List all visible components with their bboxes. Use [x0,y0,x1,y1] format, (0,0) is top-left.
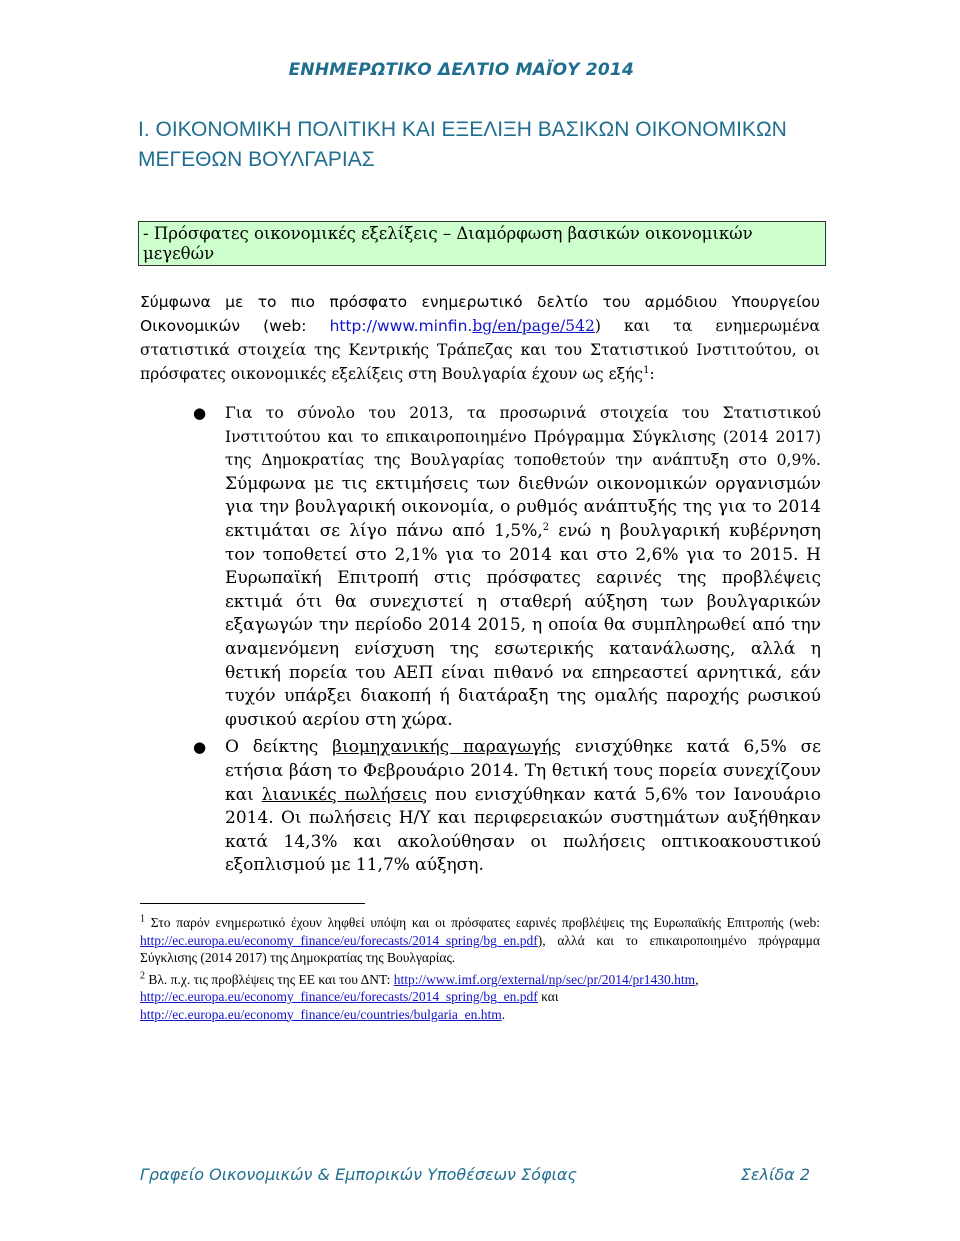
footnote-2 [140,971,820,1024]
ec-bulgaria-link[interactable]: http://ec.europa.eu/economy_finance/eu/countries/bulgaria_en.htm [140,1006,502,1022]
footnote-divider [140,903,365,904]
bullet-icon: ● [193,738,207,757]
bullet2-term-retail: λιανικές πωλήσεις [261,784,428,805]
bullet-icon: ● [193,404,207,422]
footnote-ref-2[interactable]: 2 [542,521,550,533]
footnote-1 [140,914,820,967]
list-item [193,736,821,878]
bullet1-text-1: Για το σύνολο του 2013, τα προσωρινά στοιχεία του Στατιστικού Ινστιτούτου και το επικαιροποιημένο Πρόγραμμα Σύγκλισης (2014 2017) της Δημοκρατίας της Βουλγαρίας τοποθετούν την ανάπτυξη στο 0,9%. [225,404,821,470]
imf-link[interactable]: http://www.imf.org/external/np/sec/pr/2014/pr1430.htm [393,971,696,987]
bullet2-text-1: Ο δείκτης [225,737,333,758]
footnote-1-text-2: ), αλλά και το επικαιροποιημένο πρόγραμμα Σύγκλισης (2014 2017) της Δημοκρατίας της Βουλγαρίας. [140,932,820,965]
footnote-2-number: 2 [140,970,145,981]
subsection-title: - Πρόσφατες οικονομικές εξελίξεις – Διαμόρφωση βασικών οικονομικών μεγεθών [143,224,753,263]
bullet1-text-2: Σύμφωνα με τις εκτιμήσεις των διεθνών οικονομικών οργανισμών για την βουλγαρική οικονομία, ο ρυθμός ανάπτυξής της για το 2014 εκτιμάται σε λίγο πάνω από 1,5%, [225,473,821,541]
bullet2-text-3: που ενισχύθηκαν κατά 5,6% τον Ιανουάριο 2014. Οι πωλήσεις Η/Υ και περιφερειακών συστημάτων αυξήθηκαν κατά 14,3% και ακολούθησαν οι πωλήσεις οπτικοακουστικού εξοπλισμού με 11,7% αύξηση. [225,784,821,876]
bullet-list [193,402,821,878]
section-heading: Ι. ΟΙΚΟΝΟΜΙΚΗ ΠΟΛΙΤΙΚΗ ΚΑΙ ΕΞΕΛΙΞΗ ΒΑΣΙΚΩΝ ΟΙΚΟΝΟΜΙΚΩΝ ΜΕΓΕΘΩΝ ΒΟΥΛΓΑΡΙΑΣ [138,118,787,171]
minfin-link-a[interactable]: http://www.minfin. [329,317,473,335]
ec-forecast-link-2[interactable]: http://ec.europa.eu/economy_finance/eu/forecasts/2014_spring/bg_en.pdf [140,989,538,1004]
bullet1-text-3: ενώ η βουλγαρική κυβέρνηση τον τοποθετεί στο 2,1% για το 2014 και στο 2,6% για το 2015. Η Ευρωπαϊκή Επιτροπή στις πρόσφατες εαρινές της προβλέψεις εκτιμά ότι θα συνεχιστεί η σταθερή αύξηση των βουλγαρικών εξαγωγών την περίοδο 2014 2015, η οποία θα συμπληρωθεί από την αναμενόμενη ενίσχυση της εσωτερικής κατανάλωσης, αλλά η θετική πορεία του ΑΕΠ είναι πιθανό να επηρεαστεί αρνητικά, εάν τυχόν υπάρξει διακοπή ή διατάραξη της ομαλής παροχής ρωσικού φυσικού αερίου στη χώρα. [225,520,821,730]
footer-office: Γραφείο Οικονομικών & Εμπορικών Υποθέσεων Σόφιας [140,1165,577,1184]
footnote-2-sep-1: , [695,971,699,987]
footnote-1-text-1: Στο παρόν ενημερωτικό έχουν ληφθεί υπόψη και οι πρόσφατες εαρινές προβλέψεις της Ευρωπαϊκής Επιτροπής (web: [145,915,820,930]
bullet2-term-industrial: βιομηχανικής παραγωγής [332,737,562,758]
footer-page-number: Σελίδα 2 [740,1165,810,1184]
footnote-2-sep-2: και [537,989,559,1004]
intro-text-3: : [649,365,655,383]
footnote-ref-1[interactable]: 1 [643,364,650,376]
subsection-box [138,221,826,266]
minfin-link-b[interactable]: bg/en/page/542 [472,317,595,335]
intro-text-2: ) και τα ενημερωμένα στατιστικά στοιχεία της Κεντρικής Τράπεζας και του Στατιστικού Ινστιτούτου, οι πρόσφατες οικονομικές εξελίξεις στη Βουλγαρία έχουν ως εξής [140,317,820,383]
intro-text-1: Σύμφωνα με το πιο πρόσφατο ενημερωτικό δελτίο του αρμόδιου Υπουργείου Οικονομικών (web: [140,293,820,335]
footnote-2-end: . [501,1006,506,1022]
ec-forecast-link[interactable]: http://ec.europa.eu/economy_finance/eu/forecasts/2014_spring/bg_en.pdf [140,932,538,948]
bullet2-text-2: ενισχύθηκε κατά 6,5% σε ετήσια βάση το Φεβρουάριο 2014. Τη θετική τους πορεία συνεχίζουν και [225,737,821,805]
footnote-2-text-1: Βλ. π.χ. τις προβλέψεις της ΕΕ και του ΔΝΤ: [145,971,394,987]
header-title: ΕΝΗΜΕΡΩΤΙΚΟ ΔΕΛΤΙΟ ΜΑΪΟΥ 2014 [288,60,634,80]
list-item [193,402,821,732]
footnote-1-number: 1 [140,913,145,925]
footer [140,1165,810,1184]
footnotes [140,914,820,1023]
intro-paragraph [140,290,820,386]
